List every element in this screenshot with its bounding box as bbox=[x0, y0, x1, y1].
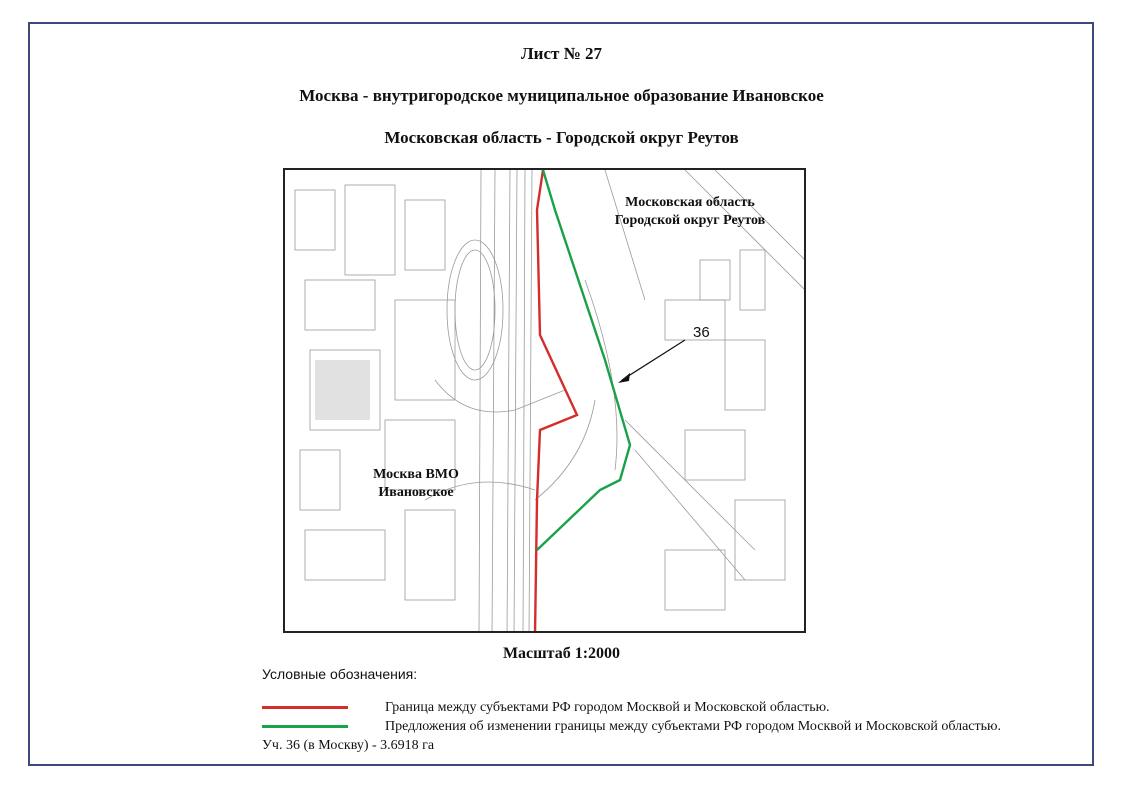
map-label-reutov-line1: Московская область bbox=[625, 195, 755, 210]
map-area[interactable] bbox=[283, 168, 806, 633]
legend-red-text: Граница между субъектами РФ городом Москвой и Московской областью. bbox=[385, 700, 830, 715]
parcel-arrow bbox=[618, 340, 685, 383]
sheet-subtitle-moscow: Москва - внутригородское муниципальное образование Ивановское bbox=[299, 86, 824, 105]
legend-green-line-icon bbox=[262, 725, 348, 728]
map-drawing bbox=[285, 170, 806, 633]
parcel-number-label: 36 bbox=[693, 324, 710, 341]
legend-title: Условные обозначения: bbox=[262, 666, 418, 682]
current-boundary-red bbox=[535, 170, 577, 633]
map-background bbox=[295, 170, 805, 633]
map-scale: Масштаб 1:2000 bbox=[502, 645, 621, 662]
sheet-title: Лист № 27 bbox=[521, 44, 602, 63]
map-label-moscow-line1: Москва ВМО bbox=[373, 467, 459, 482]
map-label-moscow-line2: Ивановское bbox=[378, 485, 454, 500]
map-label-reutov-line2: Городской округ Реутов bbox=[614, 213, 766, 228]
area-note: Уч. 36 (в Москву) - 3.6918 га bbox=[262, 738, 435, 753]
legend-red-line-icon bbox=[262, 706, 348, 709]
sheet-subtitle-region: Московская область - Городской округ Реутов bbox=[384, 128, 739, 147]
map-label-moscow bbox=[341, 466, 491, 502]
map-hatched-area bbox=[315, 360, 370, 420]
legend-green-text: Предложения об изменении границы между субъектами РФ городом Москвой и Московской областью. bbox=[385, 719, 1001, 734]
map-label-reutov bbox=[585, 194, 795, 230]
